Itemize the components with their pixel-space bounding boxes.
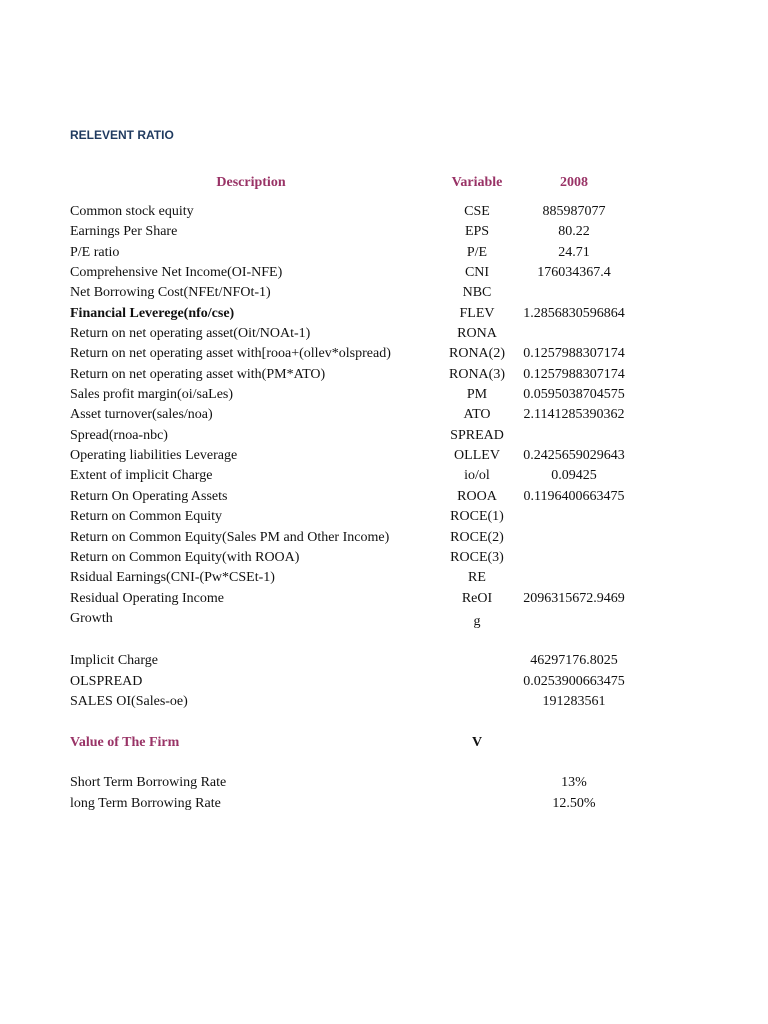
row-value: 0.0595038704575 — [523, 387, 625, 403]
table-row — [0, 773, 768, 793]
row-value: 0.1257988307174 — [523, 346, 625, 362]
table-row — [0, 794, 768, 814]
header-variable: Variable — [451, 175, 503, 190]
table-row — [0, 528, 768, 548]
row-description: Rsidual Earnings(CNI-(Pw*CSEt-1) — [70, 570, 275, 586]
table-row — [0, 589, 768, 609]
row-value: 46297176.8025 — [530, 653, 618, 669]
table-row — [0, 263, 768, 283]
row-value: 1.2856830596864 — [523, 305, 625, 321]
table-row — [0, 651, 768, 671]
row-description: Operating liabilities Leverage — [70, 448, 238, 464]
value-of-firm-label: Value of The Firm — [70, 734, 180, 750]
row-description: Short Term Borrowing Rate — [70, 775, 227, 791]
row-description: Return On Operating Assets — [70, 488, 228, 504]
row-variable: SPREAD — [450, 427, 504, 443]
row-description: Financial Leverege(nfo/cse) — [70, 305, 235, 321]
row-variable: NBC — [462, 285, 492, 301]
row-variable: ROOA — [457, 488, 497, 504]
row-value: 13% — [561, 775, 587, 791]
row-variable: EPS — [464, 224, 490, 240]
spacer-row — [0, 631, 768, 651]
row-variable: g — [473, 613, 481, 629]
row-description: OLSPREAD — [70, 673, 143, 689]
row-description: Return on Common Equity(Sales PM and Other Income) — [70, 529, 390, 545]
row-variable: CSE — [464, 204, 490, 219]
table-row — [0, 466, 768, 486]
row-variable: RE — [468, 570, 486, 586]
row-description: Return on net operating asset(Oit/NOAt-1) — [70, 326, 311, 342]
table-row — [0, 672, 768, 692]
row-variable: ROCE(3) — [450, 549, 504, 565]
row-description: Residual Operating Income — [70, 590, 224, 606]
row-description: Return on net operating asset with(PM*ATO) — [70, 366, 326, 382]
table-row — [0, 283, 768, 303]
row-variable: RONA(3) — [449, 366, 505, 382]
row-value: 176034367.4 — [537, 265, 611, 281]
value-of-firm-variable: V — [471, 734, 483, 750]
value-of-firm-row — [0, 733, 768, 753]
row-value: 0.09425 — [551, 468, 597, 484]
row-value: 885987077 — [542, 204, 606, 219]
table-row — [0, 609, 768, 631]
row-description: Return on Common Equity(with ROOA) — [70, 549, 300, 565]
row-value: 0.0253900663475 — [523, 673, 625, 689]
row-description: Sales profit margin(oi/saLes) — [70, 387, 234, 403]
row-value: 24.71 — [558, 244, 590, 260]
table-row — [0, 446, 768, 466]
header-year: 2008 — [560, 175, 588, 190]
table-row — [0, 243, 768, 263]
row-description: Return on net operating asset with[rooa+(ollev*olspread) — [70, 346, 391, 362]
row-value: 0.1257988307174 — [523, 366, 625, 382]
row-variable: RONA(2) — [449, 346, 505, 362]
row-description: Net Borrowing Cost(NFEt/NFOt-1) — [70, 285, 271, 301]
row-variable: CNI — [464, 265, 490, 281]
table-row — [0, 487, 768, 507]
table-row — [0, 365, 768, 385]
table-row — [0, 405, 768, 425]
row-variable: ROCE(2) — [450, 529, 504, 545]
row-variable: io/ol — [464, 468, 490, 484]
row-variable: ATO — [463, 407, 491, 423]
row-description: Extent of implicit Charge — [70, 468, 213, 484]
page-heading: RELEVENT RATIO — [70, 128, 174, 142]
row-description: long Term Borrowing Rate — [70, 795, 221, 811]
table-row — [0, 344, 768, 364]
row-variable: P/E — [466, 244, 488, 260]
row-variable: FLEV — [459, 305, 495, 321]
row-variable: RONA — [457, 326, 497, 342]
table-row — [0, 222, 768, 242]
table-row — [0, 324, 768, 344]
table-row — [0, 692, 768, 712]
row-description: Growth — [70, 610, 113, 626]
row-variable: PM — [466, 387, 488, 403]
row-variable: ROCE(1) — [450, 509, 504, 525]
row-description: SALES OI(Sales-oe) — [70, 693, 188, 709]
table-row — [0, 385, 768, 405]
row-value: 80.22 — [558, 224, 590, 240]
spacer-row — [0, 712, 768, 732]
table-row — [0, 568, 768, 588]
row-description: Earnings Per Share — [70, 224, 178, 240]
table-row — [0, 507, 768, 527]
row-description: Asset turnover(sales/noa) — [70, 407, 213, 423]
row-value: 2.1141285390362 — [523, 407, 625, 423]
row-description: P/E ratio — [70, 244, 120, 260]
spacer-row — [0, 753, 768, 773]
table-row — [0, 202, 768, 222]
row-value: 2096315672.9469 — [523, 590, 625, 606]
row-description: Spread(rnoa-nbc) — [70, 427, 168, 443]
row-value: 191283561 — [542, 693, 606, 709]
header-description: Description — [216, 175, 286, 190]
table-row — [0, 304, 768, 324]
row-value: 0.2425659029643 — [523, 448, 625, 464]
row-value: 0.1196400663475 — [523, 488, 625, 504]
ratio-table — [0, 202, 768, 814]
row-description: Common stock equity — [70, 204, 194, 219]
row-value: 12.50% — [552, 795, 596, 811]
table-row — [0, 426, 768, 446]
row-variable: ReOI — [461, 590, 493, 606]
row-description: Implicit Charge — [70, 653, 158, 669]
row-variable: OLLEV — [454, 448, 500, 464]
row-description: Return on Common Equity — [70, 509, 223, 525]
table-row — [0, 548, 768, 568]
row-description: Comprehensive Net Income(OI-NFE) — [70, 265, 283, 281]
